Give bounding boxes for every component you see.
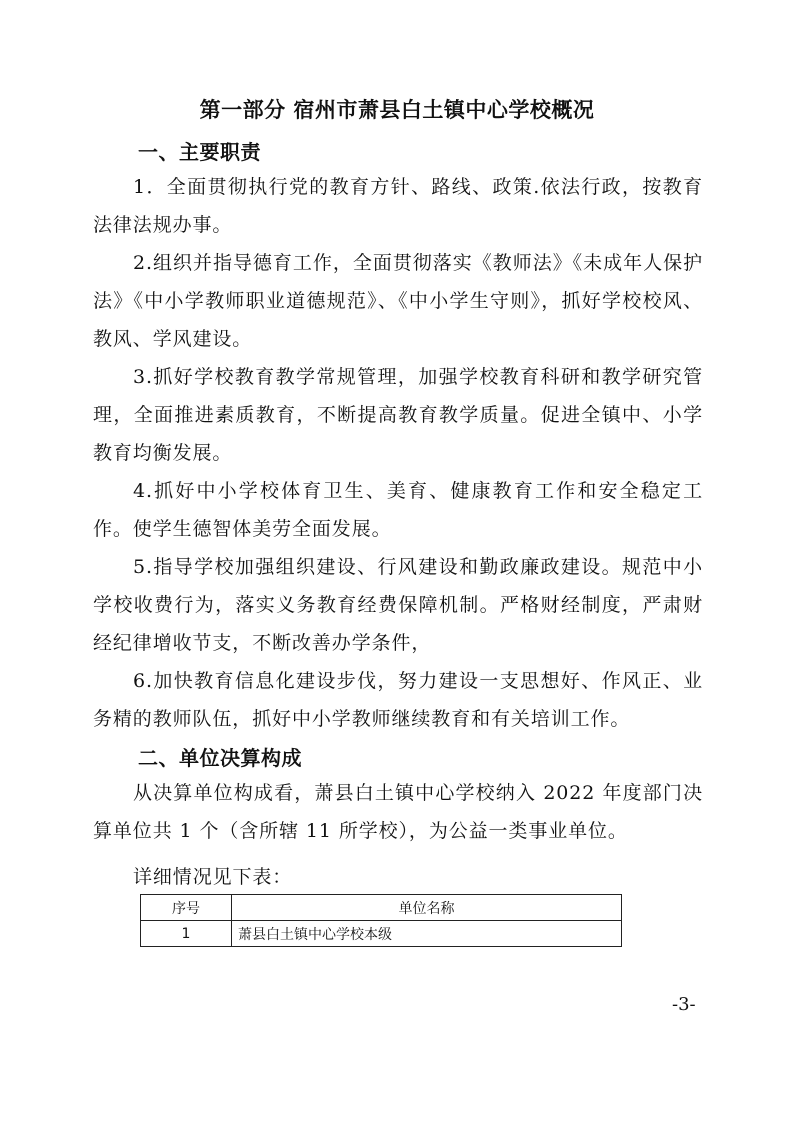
duty-item-6: 6.加快教育信息化建设步伐，努力建设一支思想好、作风正、业务精的教师队伍，抓好中小学教师继续教育和有关培训工作。 bbox=[93, 670, 703, 730]
table-header-index: 序号 bbox=[141, 895, 232, 921]
composition-paragraph: 从决算单位构成看，萧县白土镇中心学校纳入 2022 年度部门决算单位共 1 个（含所辖 11 所学校），为公益一类事业单位。 bbox=[93, 782, 703, 842]
section-heading-duties: 一、主要职责 bbox=[138, 140, 261, 164]
table-header-unit-name: 单位名称 bbox=[232, 895, 622, 921]
table-row bbox=[141, 921, 622, 947]
duty-item-3: 3.抓好学校教育教学常规管理，加强学校教育科研和教学研究管理，全面推进素质教育，不断提高教育教学质量。促进全镇中、小学教育均衡发展。 bbox=[93, 366, 703, 464]
page-number: -3- bbox=[672, 994, 696, 1015]
table-header-row bbox=[141, 895, 622, 921]
unit-table bbox=[140, 894, 622, 947]
page-title: 第一部分 宿州市萧县白土镇中心学校概况 bbox=[199, 98, 595, 122]
table-intro-note: 详细情况见下表： bbox=[133, 866, 293, 888]
duty-item-1: 1．全面贯彻执行党的教育方针、路线、政策.依法行政，按教育法律法规办事。 bbox=[93, 176, 703, 236]
duty-item-4: 4.抓好中小学校体育卫生、美育、健康教育工作和安全稳定工作。使学生德智体美劳全面发展。 bbox=[93, 480, 703, 540]
table-cell-unit-name: 萧县白土镇中心学校本级 bbox=[232, 921, 622, 947]
duty-item-5: 5.指导学校加强组织建设、行风建设和勤政廉政建设。规范中小学校收费行为，落实义务教育经费保障机制。严格财经制度，严肃财经纪律增收节支，不断改善办学条件， bbox=[93, 556, 703, 654]
table-cell-index: 1 bbox=[141, 921, 232, 947]
section-heading-composition: 二、单位决算构成 bbox=[138, 746, 302, 770]
duty-item-2: 2.组织并指导德育工作，全面贯彻落实《教师法》《未成年人保护法》《中小学教师职业道德规范》、《中小学生守则》，抓好学校校风、教风、学风建设。 bbox=[93, 252, 703, 350]
